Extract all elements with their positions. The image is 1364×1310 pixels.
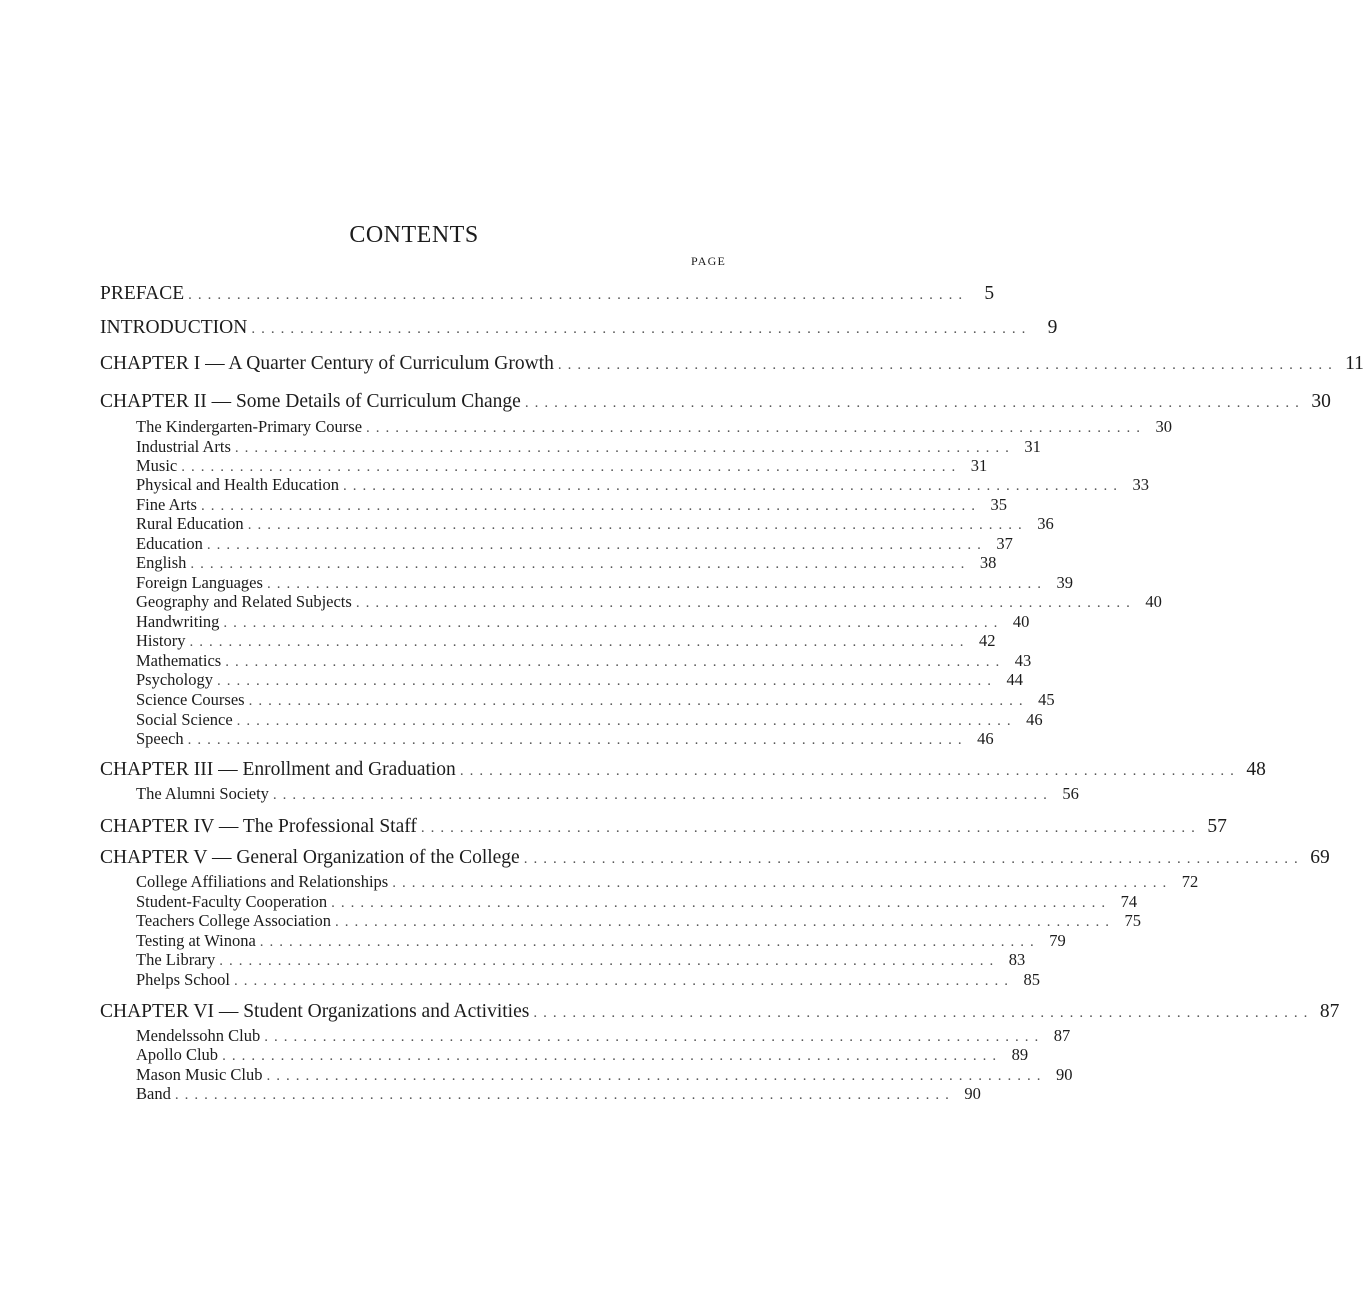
toc-sub-entry bbox=[136, 553, 997, 574]
toc-page-number: 33 bbox=[1132, 475, 1149, 494]
toc-entry-label: Testing at Winona bbox=[136, 931, 256, 950]
dot-leader: ................................................................................ bbox=[236, 713, 1017, 729]
dot-leader: ................................................................................ bbox=[247, 517, 1028, 533]
dot-leader: ................................................................................ bbox=[188, 287, 969, 303]
toc-entry-label: Student-Faculty Cooperation bbox=[136, 892, 328, 911]
dot-leader: ................................................................................ bbox=[459, 763, 1240, 779]
toc-page-number: 36 bbox=[1037, 514, 1054, 533]
toc-sub-entry bbox=[136, 1065, 1073, 1086]
toc-entry-label: CHAPTER VI — Student Organizations and Activities bbox=[100, 1001, 530, 1022]
toc-page-number: 72 bbox=[1181, 872, 1199, 891]
toc-page-number: 44 bbox=[1006, 670, 1024, 689]
dot-leader: ................................................................................ bbox=[334, 914, 1115, 930]
dot-leader: ................................................................................ bbox=[533, 1005, 1314, 1021]
dot-leader: ................................................................................ bbox=[523, 851, 1304, 867]
toc-entry-label: Foreign Languages bbox=[136, 573, 263, 592]
toc-sub-entry bbox=[136, 690, 1055, 711]
toc-entry-label: Mason Music Club bbox=[136, 1065, 263, 1084]
toc-entry-label: Industrial Arts bbox=[136, 437, 231, 456]
toc-sub-entry bbox=[136, 475, 1149, 496]
toc-sub-entry bbox=[136, 710, 1043, 731]
toc-page-number: 85 bbox=[1023, 970, 1040, 989]
toc-sub-entry bbox=[136, 892, 1138, 913]
toc-sub-entry bbox=[136, 651, 1032, 672]
dot-leader: ................................................................................ bbox=[343, 478, 1123, 494]
dot-leader: ................................................................................ bbox=[392, 875, 1173, 891]
page-column-label: PAGE bbox=[690, 254, 726, 268]
toc-page-number: 74 bbox=[1120, 892, 1138, 911]
toc-entry-label: Music bbox=[136, 456, 178, 475]
toc-sub-entry bbox=[136, 437, 1041, 458]
toc-page-number: 90 bbox=[1056, 1065, 1073, 1084]
dot-leader: ................................................................................ bbox=[355, 595, 1136, 611]
toc-main-entry bbox=[100, 1000, 1340, 1025]
dot-leader: ................................................................................ bbox=[187, 732, 968, 748]
toc-entry-label: History bbox=[136, 631, 186, 650]
toc-page-number: 87 bbox=[1053, 1026, 1071, 1045]
toc-entry-label: CHAPTER IV — The Professional Staff bbox=[100, 816, 417, 837]
toc-page-number: 35 bbox=[990, 495, 1007, 514]
toc-entry-label: The Alumni Society bbox=[136, 784, 269, 803]
toc-entry-label: Science Courses bbox=[136, 690, 245, 709]
toc-page-number: 46 bbox=[977, 729, 994, 748]
dot-leader: ................................................................................ bbox=[234, 440, 1015, 456]
toc-page-number: 79 bbox=[1049, 931, 1066, 950]
toc-page-number: 5 bbox=[984, 283, 995, 304]
toc-main-entry bbox=[100, 846, 1330, 871]
toc-page-number: 43 bbox=[1014, 651, 1032, 670]
toc-page-number: 38 bbox=[979, 553, 997, 572]
toc-entry-label: INTRODUCTION bbox=[100, 317, 248, 338]
dot-leader: ................................................................................ bbox=[264, 1029, 1045, 1045]
dot-leader: ................................................................................ bbox=[206, 537, 987, 553]
toc-page-number: 87 bbox=[1319, 1001, 1340, 1022]
toc-entry-label: The Kindergarten-Primary Course bbox=[136, 417, 363, 436]
toc-entry-label: CHAPTER V — General Organization of the College bbox=[100, 847, 520, 868]
toc-page-number: 83 bbox=[1008, 950, 1026, 969]
toc-sub-entry bbox=[136, 612, 1030, 633]
toc-page-number: 90 bbox=[964, 1084, 981, 1103]
dot-leader: ................................................................................ bbox=[331, 895, 1112, 911]
dot-leader: ................................................................................ bbox=[174, 1087, 955, 1103]
toc-page-number: 31 bbox=[1024, 437, 1041, 456]
toc-page-number: 69 bbox=[1310, 847, 1330, 868]
toc-entry-label: Speech bbox=[136, 729, 184, 748]
dot-leader: ................................................................................ bbox=[223, 615, 1004, 631]
toc-page-number: 39 bbox=[1056, 573, 1073, 592]
dot-leader: ................................................................................ bbox=[266, 576, 1047, 592]
toc-entry-label: Fine Arts bbox=[136, 495, 197, 514]
dot-leader: ................................................................................ bbox=[272, 787, 1053, 803]
toc-page-number: 40 bbox=[1145, 592, 1162, 611]
dot-leader: ................................................................................ bbox=[524, 395, 1305, 411]
page-title: CONTENTS bbox=[349, 222, 479, 248]
toc-sub-entry bbox=[136, 1045, 1029, 1066]
toc-entry-label: Education bbox=[136, 534, 203, 553]
dot-leader: ................................................................................ bbox=[219, 953, 1000, 969]
dot-leader: ................................................................................ bbox=[366, 420, 1147, 436]
toc-sub-entry bbox=[136, 784, 1079, 805]
toc-page-number: 30 bbox=[1155, 417, 1173, 436]
dot-leader: ................................................................................ bbox=[225, 654, 1006, 670]
toc-sub-entry bbox=[136, 631, 996, 652]
toc-page-number: 45 bbox=[1038, 690, 1055, 709]
toc-page-number: 56 bbox=[1062, 784, 1079, 803]
toc-sub-entry bbox=[136, 456, 988, 477]
toc-sub-entry bbox=[136, 911, 1141, 932]
toc-sub-entry bbox=[136, 872, 1199, 893]
dot-leader: ................................................................................ bbox=[222, 1048, 1003, 1064]
toc-sub-entry bbox=[136, 417, 1173, 438]
toc-entry-label: Handwriting bbox=[136, 612, 220, 631]
toc-main-entry bbox=[100, 282, 995, 307]
toc-page-number: 9 bbox=[1047, 317, 1058, 338]
toc-entry-label: PREFACE bbox=[100, 283, 185, 304]
toc-entry-label: English bbox=[136, 553, 187, 572]
dot-leader: ................................................................................ bbox=[217, 673, 998, 689]
toc-entry-label: CHAPTER III — Enrollment and Graduation bbox=[100, 759, 456, 780]
dot-leader: ................................................................................ bbox=[259, 934, 1040, 950]
toc-sub-entry bbox=[136, 729, 994, 750]
toc-main-entry bbox=[100, 758, 1266, 783]
toc-sub-entry bbox=[136, 931, 1066, 952]
dot-leader: ................................................................................ bbox=[233, 973, 1014, 989]
dot-leader: ................................................................................ bbox=[190, 556, 971, 572]
toc-main-entry bbox=[100, 352, 1364, 377]
toc-entry-label: Apollo Club bbox=[136, 1045, 219, 1064]
toc-entry-label: Teachers College Association bbox=[136, 911, 331, 930]
toc-sub-entry bbox=[136, 950, 1026, 971]
dot-leader: ................................................................................ bbox=[420, 820, 1201, 836]
toc-page-number: 46 bbox=[1026, 710, 1043, 729]
toc-entry-label: The Library bbox=[136, 950, 216, 969]
toc-page-number: 31 bbox=[970, 456, 988, 475]
toc-sub-entry bbox=[136, 495, 1007, 516]
toc-page-number: 40 bbox=[1012, 612, 1030, 631]
toc-page-number: 30 bbox=[1311, 391, 1331, 412]
toc-sub-entry bbox=[136, 573, 1073, 594]
dot-leader: ................................................................................ bbox=[557, 357, 1338, 373]
toc-sub-entry bbox=[136, 970, 1040, 991]
toc-entry-label: Social Science bbox=[136, 710, 233, 729]
toc-entry-label: CHAPTER I — A Quarter Century of Curriculum Growth bbox=[100, 353, 554, 374]
dot-leader: ................................................................................ bbox=[251, 321, 1032, 337]
toc-entry-label: Geography and Related Subjects bbox=[136, 592, 352, 611]
dot-leader: ................................................................................ bbox=[248, 693, 1029, 709]
toc-entry-label: Mathematics bbox=[136, 651, 222, 670]
toc-sub-entry bbox=[136, 514, 1054, 535]
toc-page-number: 37 bbox=[996, 534, 1013, 553]
toc-entry-label: Mendelssohn Club bbox=[136, 1026, 261, 1045]
dot-leader: ................................................................................ bbox=[181, 459, 962, 475]
dot-leader: ................................................................................ bbox=[266, 1068, 1047, 1084]
toc-main-entry bbox=[100, 390, 1331, 415]
toc-main-entry bbox=[100, 815, 1227, 840]
toc-sub-entry bbox=[136, 592, 1162, 613]
toc-entry-label: Rural Education bbox=[136, 514, 244, 533]
toc-page-number: 11 bbox=[1345, 353, 1364, 374]
toc-sub-entry bbox=[136, 670, 1024, 691]
toc-page-number: 48 bbox=[1246, 759, 1266, 780]
toc-entry-label: CHAPTER II — Some Details of Curriculum Change bbox=[100, 391, 521, 412]
toc-main-entry bbox=[100, 316, 1058, 341]
toc-entry-label: Physical and Health Education bbox=[136, 475, 339, 494]
toc-sub-entry bbox=[136, 1026, 1071, 1047]
toc-page-number: 57 bbox=[1207, 816, 1227, 837]
toc-sub-entry bbox=[136, 534, 1013, 555]
dot-leader: ................................................................................ bbox=[189, 634, 970, 650]
toc-entry-label: Band bbox=[136, 1084, 171, 1103]
dot-leader: ................................................................................ bbox=[200, 498, 981, 514]
toc-entry-label: Psychology bbox=[136, 670, 214, 689]
toc-page-number: 75 bbox=[1124, 911, 1141, 930]
toc-sub-entry bbox=[136, 1084, 981, 1105]
toc-entry-label: College Affiliations and Relationships bbox=[136, 872, 389, 891]
toc-page-number: 89 bbox=[1011, 1045, 1029, 1064]
toc-page-number: 42 bbox=[979, 631, 996, 650]
toc-entry-label: Phelps School bbox=[136, 970, 230, 989]
